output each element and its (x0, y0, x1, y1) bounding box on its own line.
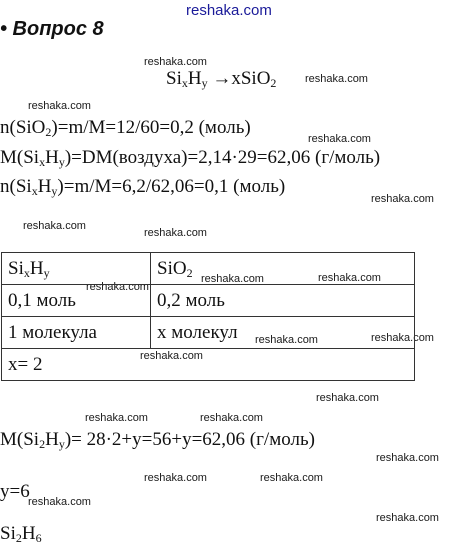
ratio-table (1, 252, 415, 381)
table-cell: 0,2 моль (151, 285, 415, 317)
subscript: x (31, 184, 38, 198)
watermark: reshaka.com (305, 73, 368, 85)
table-row (2, 253, 415, 285)
watermark: reshaka.com (140, 350, 203, 362)
text: )=m/M=6,2/62,06=0,1 (моль) (57, 176, 286, 197)
table-cell: x молекул (151, 317, 415, 349)
text: H (29, 257, 44, 279)
reaction-sub-2: 2 (270, 76, 277, 90)
reaction-product: →xSiO (207, 68, 271, 89)
subscript: x (23, 265, 30, 280)
reaction-sub-x: x (181, 76, 188, 90)
table-cell: 1 молекула (2, 317, 151, 349)
top-watermark: reshaka.com (186, 2, 272, 19)
watermark: reshaka.com (23, 220, 86, 232)
watermark: reshaka.com (260, 472, 323, 484)
table-header-cell (151, 253, 415, 285)
text: M(Si (0, 429, 40, 450)
text: H (21, 523, 36, 544)
watermark: reshaka.com (144, 227, 207, 239)
table-cell: x= 2 (2, 349, 415, 381)
text: M(Si (0, 147, 40, 168)
subscript: 2 (186, 265, 193, 280)
table-header-cell (2, 253, 151, 285)
table-cell: 0,1 моль (2, 285, 151, 317)
watermark: reshaka.com (201, 273, 264, 285)
subscript: 2 (39, 437, 46, 451)
moles-sio2-line (0, 117, 251, 139)
text: )= 28·2+y=56+y=62,06 (г/моль) (64, 429, 315, 450)
watermark: reshaka.com (371, 332, 434, 344)
text: H (45, 147, 59, 168)
text: H (37, 176, 52, 197)
subscript: y (43, 265, 50, 280)
watermark: reshaka.com (255, 334, 318, 346)
watermark: reshaka.com (144, 56, 207, 68)
subscript: y (58, 437, 65, 451)
subscript: 6 (35, 531, 42, 545)
subscript: x (39, 155, 46, 169)
watermark: reshaka.com (28, 100, 91, 112)
text: n(Si (0, 176, 32, 197)
reaction-h: H (187, 68, 202, 89)
watermark: reshaka.com (376, 512, 439, 524)
subscript: y (51, 184, 58, 198)
table-row (2, 349, 415, 381)
watermark: reshaka.com (144, 472, 207, 484)
moles-sixhy-line (0, 176, 285, 198)
text: Si (8, 257, 24, 279)
watermark: reshaka.com (28, 496, 91, 508)
watermark: reshaka.com (371, 193, 434, 205)
watermark: reshaka.com (376, 452, 439, 464)
subscript: y (58, 155, 65, 169)
answer-formula (0, 523, 42, 545)
y-value-line: y=6 (0, 481, 30, 502)
table-row (2, 285, 415, 317)
text: )=m/M=12/60=0,2 (моль) (51, 117, 251, 138)
text: H (45, 429, 59, 450)
reaction-sub-y: y (201, 76, 208, 90)
molar-mass-line (0, 147, 380, 169)
table-row (2, 317, 415, 349)
watermark: reshaka.com (86, 281, 149, 293)
text: SiO (157, 257, 187, 279)
question-heading: • Вопрос 8 (0, 18, 104, 40)
reaction-si: Si (166, 68, 182, 89)
text: n(SiO (0, 117, 46, 138)
watermark: reshaka.com (316, 392, 379, 404)
subscript: 2 (45, 125, 52, 139)
watermark: reshaka.com (85, 412, 148, 424)
subscript: 2 (15, 531, 22, 545)
text: Si (0, 523, 16, 544)
text: )=DM(воздуха)=2,14·29=62,06 (г/моль) (64, 147, 381, 168)
molar-mass-si2hy-line (0, 429, 315, 451)
watermark: reshaka.com (318, 272, 381, 284)
watermark: reshaka.com (200, 412, 263, 424)
reaction-equation (166, 68, 276, 90)
watermark: reshaka.com (308, 133, 371, 145)
